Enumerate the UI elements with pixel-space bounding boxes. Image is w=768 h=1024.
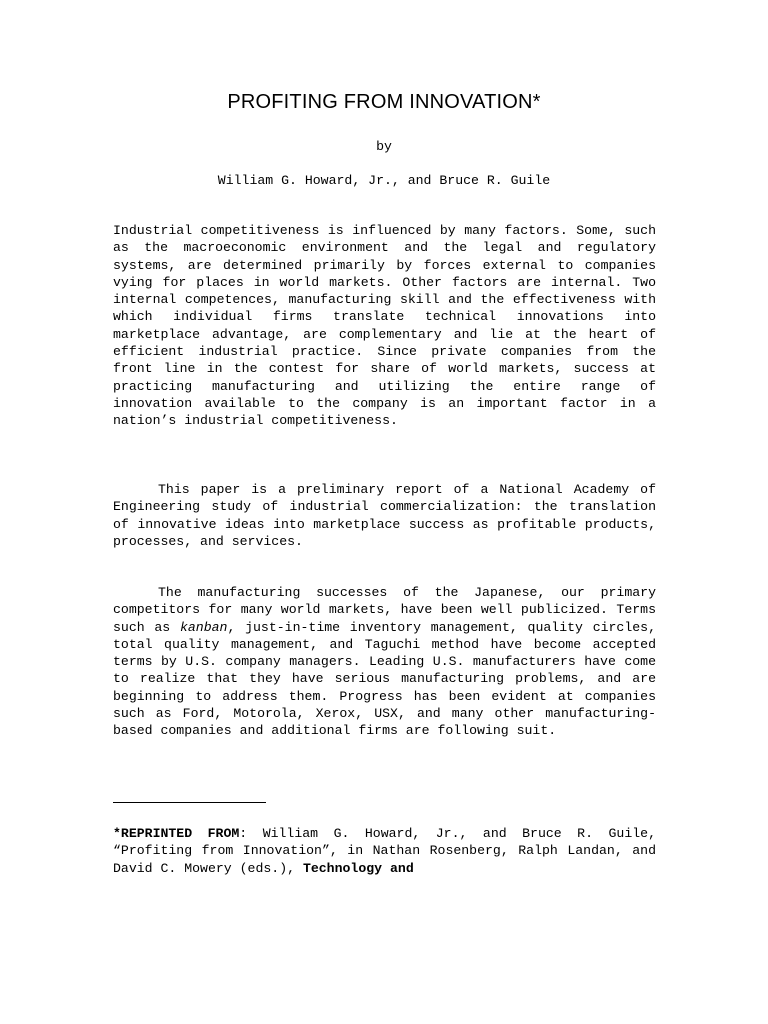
footnote-colon: : xyxy=(239,826,248,841)
footnote-label: *REPRINTED FROM xyxy=(113,826,240,841)
paragraph-1: Industrial competitiveness is influenced by many factors. Some, such as the macroeconomic environment and the legal and regulatory systems, are determined primarily by forces external to companies vying for places in world markets. Other factors are internal. Two internal competences, manufacturing skill and the effectiveness with which individual firms translate technical innovations into marketplace advantage, are complementary and lie at the heart of efficient industrial practice. Since private companies from the front line in the contest for share of world markets, success at practicing manufacturing and utilizing the entire range of innovation available to the company is an important factor in a nation’s industrial competitiveness. xyxy=(113,223,656,429)
paragraph-2: This paper is a preliminary report of a National Academy of Engineering study of industrial commercialization: the translation of innovative ideas into marketplace success as profitable products, processes, and services. xyxy=(113,482,656,549)
footnote-book-title: Technology and xyxy=(302,860,414,876)
paragraph-3-text-end: , just-in-time inventory management, quality circles, total quality management, and Taguchi method have become accepted terms by U.S. company managers. Leading U.S. manufacturers have come to realize that they have serious manufacturing problems, and are beginning to address them. Progress has been evident at companies such as Ford, Motorola, Xerox, USX, and many other manufacturing-based companies and additional firms are following suit. xyxy=(113,619,657,739)
byline: by xyxy=(376,139,392,154)
paragraph-3-text-start: The manufacturing successes of the Japanese, our primary competitors for many world markets, have been well publicized. Terms such as xyxy=(113,585,656,635)
author-names: William G. Howard, Jr., and Bruce R. Guile xyxy=(217,173,551,188)
footnote-text: William G. Howard, Jr., and Bruce R. Guile, “Profiting from Innovation”, in Nathan Rosenberg, Ralph Landan, and David C. Mowery (eds.), xyxy=(113,826,656,876)
footnote-separator xyxy=(113,802,266,803)
paragraph-3-italic-term: kanban xyxy=(179,619,228,635)
document-title: PROFITING FROM INNOVATION* xyxy=(227,91,541,113)
paragraph-3 xyxy=(113,584,656,740)
footnote xyxy=(113,825,656,877)
